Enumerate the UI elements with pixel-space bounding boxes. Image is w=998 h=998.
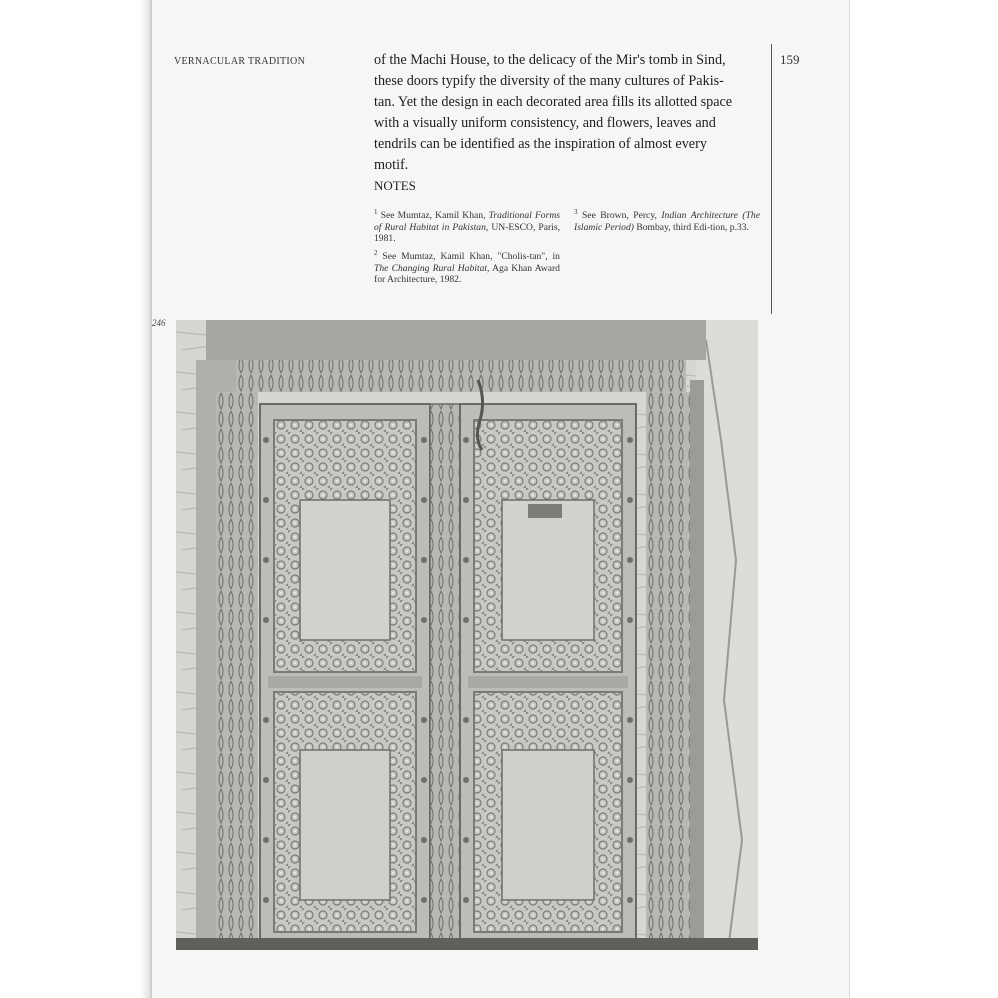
notes-column-left: [374, 207, 560, 289]
body-line: tan. Yet the design in each decorated area fills its allotted space: [374, 94, 733, 110]
notes-heading: NOTES: [374, 178, 416, 193]
page-number: 159: [780, 52, 800, 67]
figure-number: 246: [152, 318, 166, 328]
body-line: motif.: [374, 157, 409, 173]
margin-rule: [771, 44, 772, 314]
body-paragraph: [374, 50, 760, 176]
body-line: tendrils can be identified as the inspiration of almost every: [374, 136, 707, 152]
page-gutter-shadow: [140, 0, 150, 998]
footnote: $^2$ See Mumtaz, Kamil Khan, "Cholis-tan", in The Changing Rural Habitat, Aga Khan Award for Architecture, 1982.: [374, 248, 560, 286]
carved-door-photo: [176, 320, 758, 950]
door-illustration: [176, 320, 758, 950]
body-line: these doors typify the diversity of the many cultures of Pakis-: [374, 73, 724, 89]
body-line: with a visually uniform consistency, and flowers, leaves and: [374, 115, 716, 131]
running-head: VERNACULAR TRADITION: [174, 56, 306, 67]
footnote: $^1$ See Mumtaz, Kamil Khan, Traditional Forms of Rural Habitat in Pakistan, UN-ESCO, Paris, 1981.: [374, 208, 560, 245]
body-line: of the Machi House, to the delicacy of the Mir's tomb in Sind,: [374, 52, 726, 68]
notes-column-right: [574, 207, 760, 236]
footnote: $^3$ See Brown, Percy, Indian Architecture (The Islamic Period) Bombay, third Edi-tion, p.33.: [574, 208, 760, 233]
